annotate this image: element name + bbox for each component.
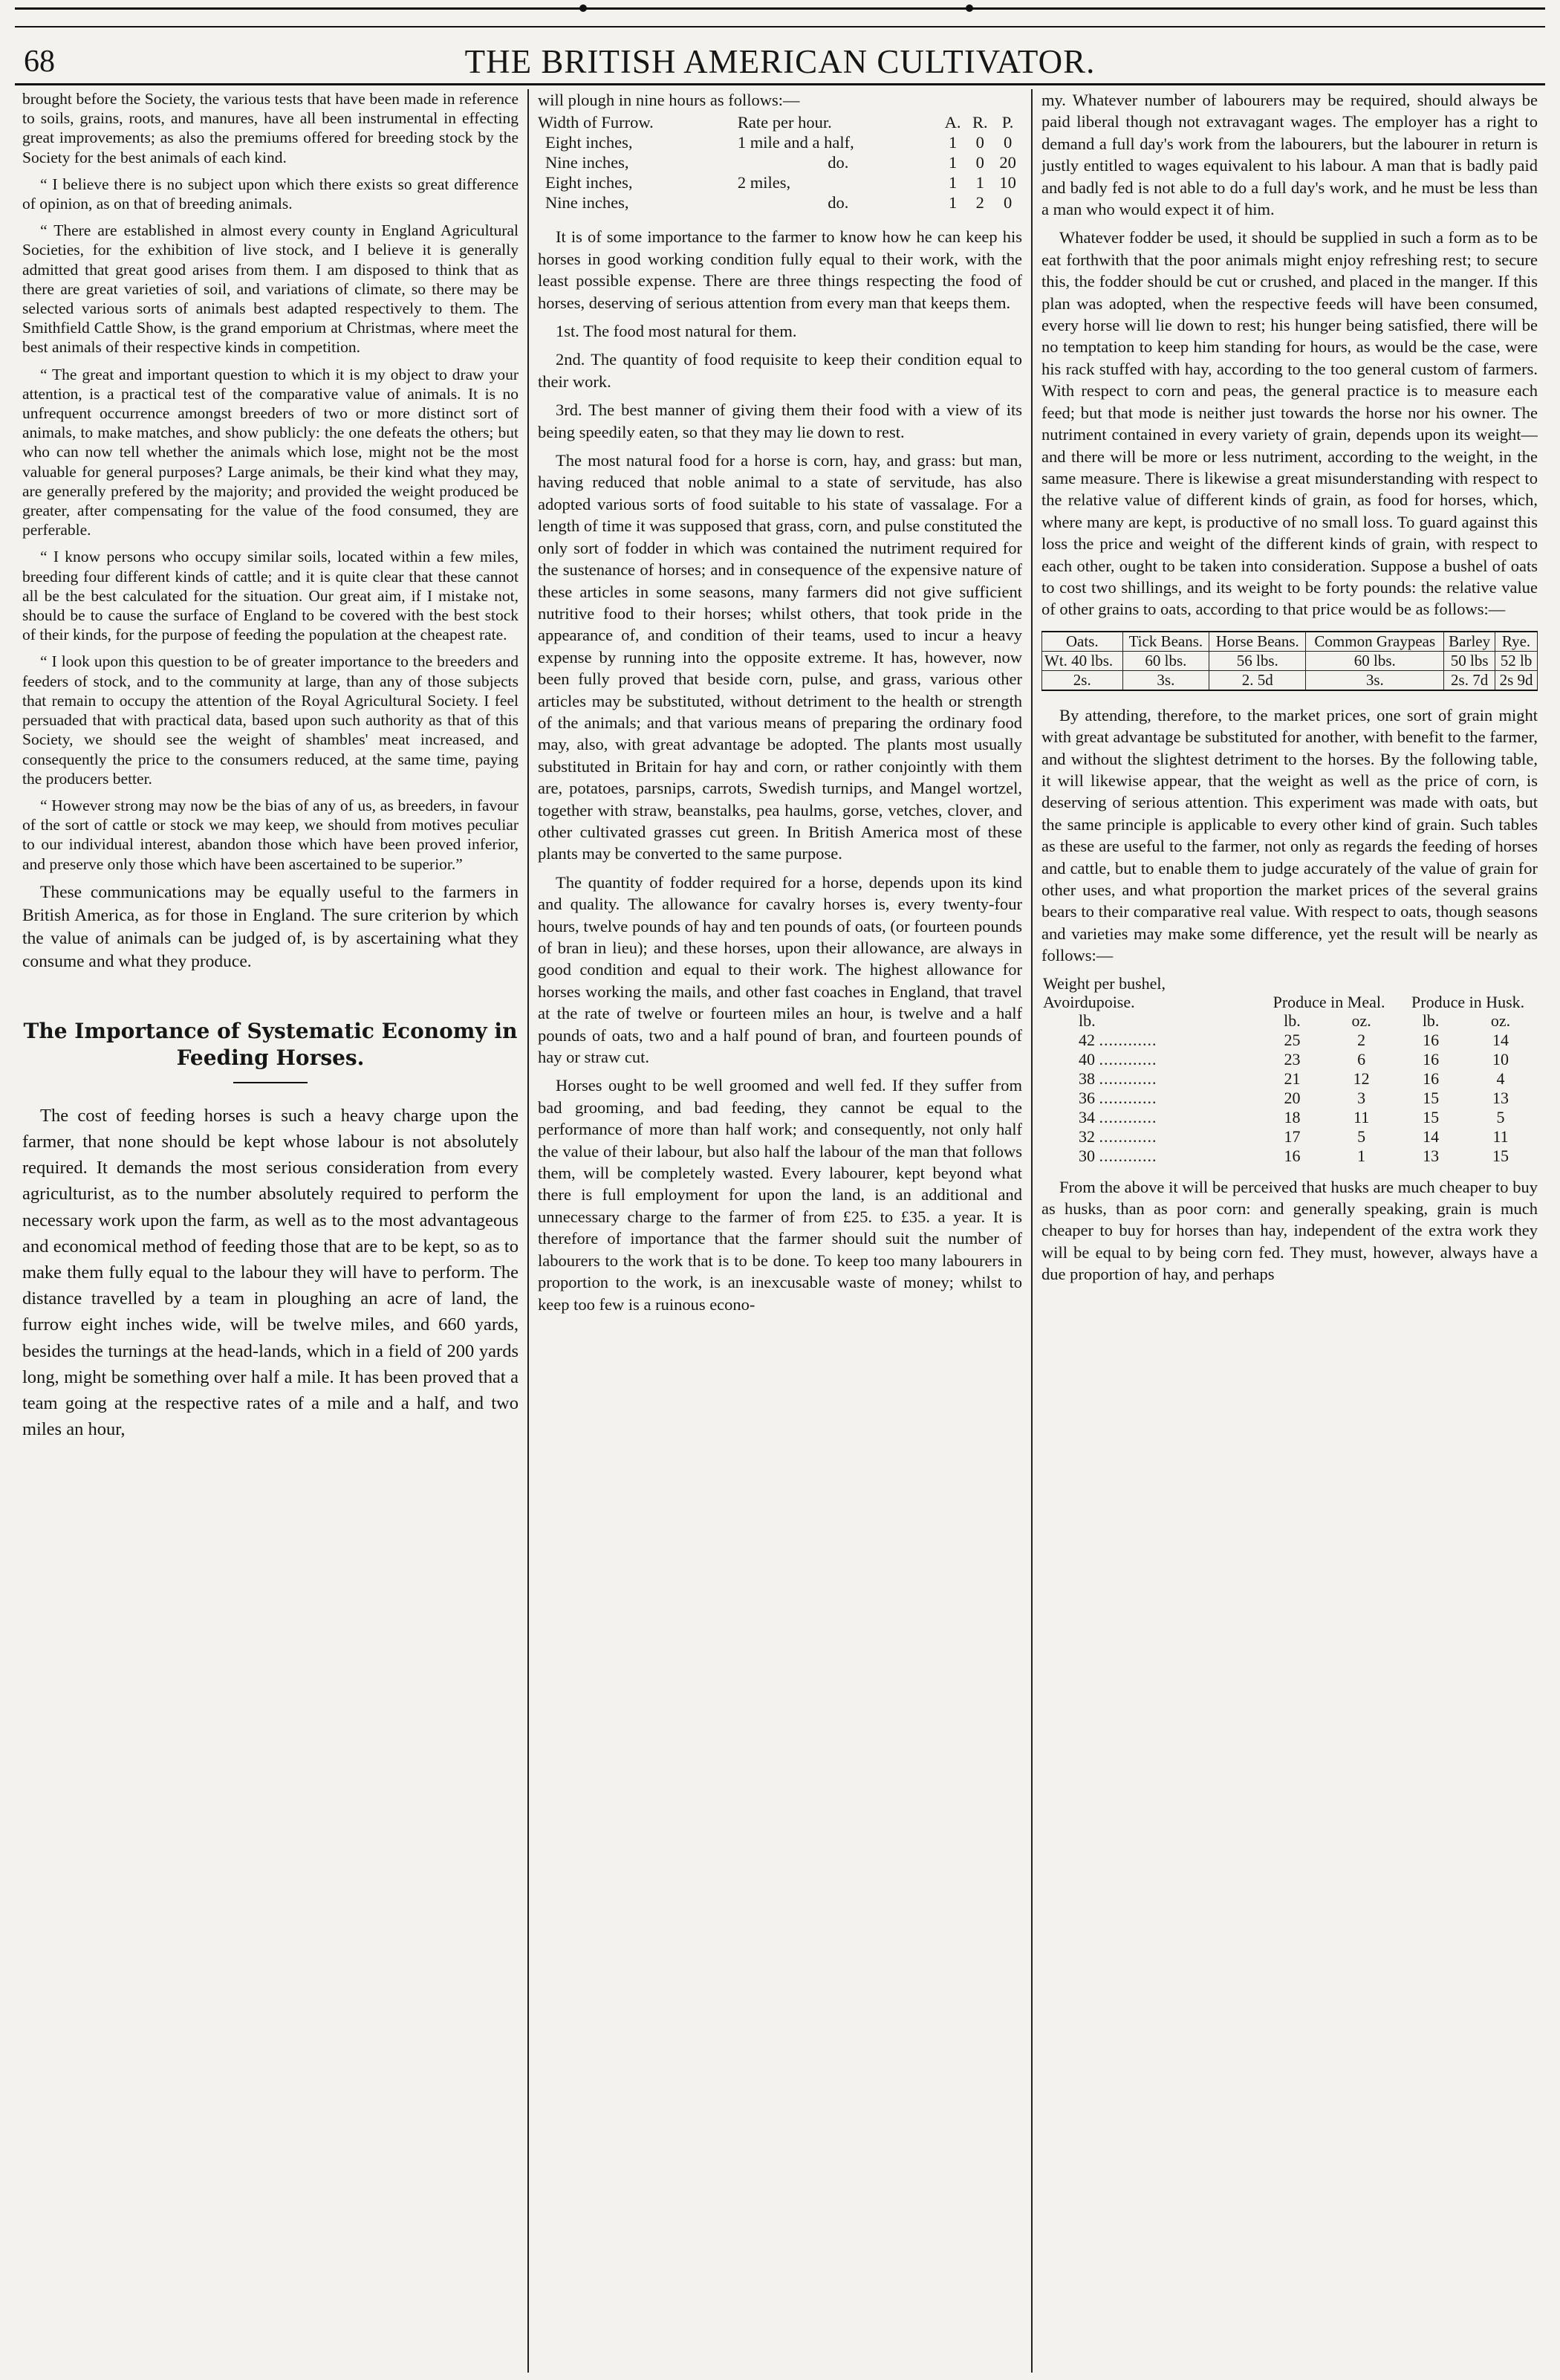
table-cell: [1041, 1069, 1260, 1089]
table-cell: 1: [1357, 1146, 1366, 1165]
table-cell: [1041, 1147, 1260, 1166]
paragraph: From the above it will be perceived that husks are much cheaper to buy as husks, than as poor corn: and generally speaking, grain is much cheaper to buy for horses than hay, independent of the extra work they will be equal to by being corn fed. They must, however, always have a due proportion of hay, and perhaps: [1041, 1177, 1538, 1284]
article-paragraph: The cost of feeding horses is such a heavy charge upon the farmer, that none should be kept whose labour is not absolutely required. It demands the most serious consideration from every agriculturist, as to the number absolutely required to perform the necessary work upon the farm, as well as to the most advantageous and economical method of feeding those that are to be kept, so as to make them fully equal to the labour they will have to perform. The distance travelled by a team in ploughing an acre of land, the furrow eight inches wide, will be twelve miles, and 660 yards, besides the turnings at the head-lands, which in a field of 200 yards long, might be something over half a mile. It has been proved that a team going at the respective rates of a mile and a half, and two miles an hour,: [22, 1105, 519, 1440]
grain-price-table: [1041, 631, 1538, 691]
table-cell: 1: [975, 173, 984, 192]
article-title: The Importance of Systematic Economy in Feeding Horses.: [23, 1018, 518, 1070]
table-cell: 10: [999, 173, 1016, 192]
table-cell: 2. 5d: [1209, 670, 1306, 690]
weight-value: 38: [1079, 1069, 1095, 1088]
table-header: A.: [944, 113, 961, 132]
table-row: [1041, 1069, 1538, 1089]
table-cell: do.: [828, 153, 849, 172]
table-cell: 20: [999, 153, 1016, 172]
column-3: [1033, 89, 1538, 2373]
table-cell: 16: [1284, 1146, 1301, 1165]
table-cell: Eight inches,: [545, 133, 633, 152]
table-cell: 25: [1284, 1030, 1301, 1049]
dot-leader: ............: [1099, 1049, 1157, 1069]
table-cell: [1041, 1108, 1260, 1127]
table-cell: 0: [1003, 193, 1013, 213]
table-cell: 1: [948, 193, 958, 213]
table-cell: 2: [1357, 1030, 1366, 1049]
paragraph: “ The great and important question to which it is my object to draw your attention, is a practical test of the comparative value of animals. It is no unfrequent occurrence amongst breeders of two or more distinct sort of animals, to make matches, and show publicly: the one defeats the others; but who can now tell whether the animals which lose, might not be the most valuable for general purposes? Large animals, be their kind what they may, are generally prefered by the majority; and provided the weight produced be greater, after compensating for the value of the food consumed, they are perferable.: [22, 365, 519, 539]
table-row: [538, 152, 1022, 172]
dot-leader: ............: [1099, 1107, 1157, 1126]
table-cell: 0: [975, 133, 984, 152]
table-cell: 1: [948, 133, 958, 152]
paragraph: 1st. The food most natural for them.: [556, 322, 797, 341]
table-header: P.: [1001, 113, 1014, 132]
table-cell: 6: [1357, 1049, 1366, 1069]
paragraph: The quantity of fodder required for a horse, depends upon its kind and quality. The allowance for cavalry horses is, every twenty-four hours, twelve pounds of hay and ten pounds of oats, (or fourteen pounds of bran in lieu); and these horses, upon their allowance, are always in good condition and equal to their work. The highest allowance for horses working the mails, and other fast coaches in England, that travel at the rate of twelve or fourteen miles an hour, is twelve and a half pounds of oats, two and a half pound of bran, and fourteen pounds of hay or straw cut.: [538, 872, 1022, 1067]
table-row: [538, 172, 1022, 192]
table-cell: 15: [1492, 1146, 1509, 1165]
table-cell: 14: [1492, 1030, 1509, 1049]
table-cell: 2: [975, 193, 984, 213]
table-cell: 56 lbs.: [1209, 651, 1306, 670]
table-header: Rate per hour.: [737, 113, 832, 132]
table-cell: 17: [1284, 1126, 1301, 1146]
table-cell: 1: [948, 153, 958, 172]
table-cell: Wt. 40 lbs.: [1042, 651, 1123, 670]
table-header: Weight per bushel, Avoirdupoise.: [1043, 973, 1166, 1011]
paragraph: “ However strong may now be the bias of any of us, as breeders, in favour of the sort of cattle or stock we may keep, we should from motives peculiar to our individual interest, abandon those which have been proved inferior, and preserve only those which have been ascertained to be superior.”: [22, 796, 519, 873]
table-cell: 3: [1357, 1088, 1366, 1107]
table-cell: 11: [1353, 1107, 1370, 1126]
table-cell: 5: [1357, 1126, 1366, 1146]
column-1: [22, 89, 527, 2373]
table-cell: 15: [1423, 1088, 1440, 1107]
paragraph: Horses ought to be well groomed and well fed. If they suffer from bad grooming, and bad feeding, they cannot be equal to the performance of more than half work; and consequently, not only half the value of their labour, but also half the labour of the man that follows them, will be completely wasted. Every labourer, kept beyond what there is full employment for upon the land, is an additional and unnecessary charge to the farmer of from £25. to £35. a year. It is therefore of importance that the farmer should suit the number of labourers to the work that is to be done. To keep too many labourers in proportion to the work, is an inexcusable waste of money; whilst to keep too few is a ruinous econo-: [538, 1076, 1022, 1314]
weight-value: 32: [1079, 1126, 1095, 1146]
table-cell: 18: [1284, 1107, 1301, 1126]
table-header: Rye.: [1495, 632, 1538, 652]
table-header: Barley: [1444, 632, 1495, 652]
table-row: [1041, 1031, 1538, 1050]
table-row: [1041, 1147, 1538, 1166]
top-ornament: [579, 4, 981, 15]
table-cell: 1 mile and a half,: [737, 133, 854, 152]
table-row: [1041, 1050, 1538, 1069]
paragraph: 3rd. The best manner of giving them their food with a view of its being speedily eaten, so that they may lie down to rest.: [538, 401, 1022, 441]
table-cell: 11: [1492, 1126, 1509, 1146]
table-cell: 5: [1496, 1107, 1505, 1126]
unit-label: oz.: [1351, 1011, 1371, 1030]
weight-value: 42: [1079, 1030, 1095, 1049]
table-row: [1041, 1089, 1538, 1108]
table-cell: 0: [975, 153, 984, 172]
table-header: Width of Furrow.: [538, 113, 654, 132]
paragraph: “ I look upon this question to be of greater importance to the breeders and feeders of stock, and to the community at large, than any of those subjects that remain to occupy the attention of the Royal Agricultural Society. I feel persuaded that with practical data, based upon such authority as that of this Society, we should see the weight of shambles' meat increased, and consequently the price to the consumers reduced, at the same time, paying the producers better.: [22, 652, 519, 788]
table-cell: 1: [948, 173, 958, 192]
paragraph: will plough in nine hours as follows:—: [538, 91, 800, 109]
table-cell: 16: [1423, 1069, 1440, 1088]
title-rule: [233, 1082, 308, 1083]
closing-paragraph: These communications may be equally useful to the farmers in British America, as for those in England. The sure criterion by which the value of animals can be judged of, is by ascertaining what they consume and what they produce.: [22, 882, 519, 971]
table-cell: 60 lbs.: [1122, 651, 1209, 670]
paragraph: Whatever fodder be used, it should be supplied in such a form as to be eat forthwith that the poor animals might enjoy refreshing rest; to secure this, the fodder should be cut or crushed, and placed in the manger. If this plan was adopted, when the respective feeds will have been consumed, every horse will lie down to rest; his hunger being satisfied, there will be no temptation to keep him standing for hours, as would be the case, were his rack stuffed with hay, according to the too general custom of farmers. With respect to corn and peas, the general practice is to measure each feed; but that mode is neither just towards the horse nor his owner. The nutriment contained in every variety of grain, depends upon its weight—and there will be more or less nutriment, according to the weight, in the same measure. There is likewise a great misunderstanding with respect to the relative value of different kinds of grain, as food for horses, which, where many are kept, is productive of no small loss. To guard against this loss the price and weight of the different kinds of grain, with respect to each other, ought to be taken into consideration. Suppose a bushel of oats to cost two shillings, and its weight to be forty pounds: the relative value of other grains to oats, according to that price would be as follows:—: [1041, 228, 1538, 619]
table-cell: 2s 9d: [1495, 670, 1538, 690]
table-cell: 2s.: [1042, 670, 1123, 690]
table-cell: 16: [1423, 1030, 1440, 1049]
table-row: [538, 132, 1022, 152]
table-cell: 15: [1423, 1107, 1440, 1126]
table-header-row: [1042, 632, 1538, 652]
table-units-row: [1041, 1011, 1538, 1031]
table-cell: 21: [1284, 1069, 1301, 1088]
table-cell: Nine inches,: [545, 153, 629, 172]
header-rule: [15, 83, 1545, 85]
table-cell: 2s. 7d: [1444, 670, 1495, 690]
paragraph: 2nd. The quantity of food requisite to keep their condition equal to their work.: [538, 350, 1022, 391]
paragraph: brought before the Society, the various tests that have been made in reference to soils, grains, roots, and manures, have all been instrumental in effecting great improvements; as also the premiums offered for breeding stock by the Society for the best animals of each kind.: [22, 90, 519, 166]
table-header: Produce in Husk.: [1411, 992, 1525, 1011]
paragraph: “ There are established in almost every county in England Agricultural Societies, for the exhibition of live stock, and I believe it is generally admitted that great good arises from them. I am disposed to think that as there are great varieties of soil, and variations of climate, so there may be selected various sorts of animals best adapted respectively to them. The Smithfield Cattle Show, is the grand emporium at Christmas, where meet the best animals of their respective kinds in competition.: [22, 221, 519, 357]
table-cell: 13: [1492, 1088, 1509, 1107]
paragraph: “ I believe there is no subject upon which there exists so great difference of opinion, as on that of breeding animals.: [22, 175, 519, 213]
ploughing-table: [538, 112, 1022, 213]
column-2: [527, 89, 1033, 2373]
unit-label: oz.: [1490, 1011, 1511, 1030]
newspaper-title: THE BRITISH AMERICAN CULTIVATOR.: [464, 43, 1096, 80]
oats-produce-table: [1041, 974, 1538, 1166]
table-cell: [1041, 1031, 1260, 1050]
table-cell: 3s.: [1306, 670, 1444, 690]
table-cell: [1041, 1050, 1260, 1069]
table-header-row: [1041, 974, 1538, 1011]
table-header: R.: [972, 113, 988, 132]
table-row: [1042, 670, 1538, 690]
table-cell: do.: [828, 193, 849, 213]
unit-label: lb.: [1284, 1011, 1301, 1030]
table-cell: 12: [1353, 1069, 1370, 1088]
table-header: Produce in Meal.: [1273, 992, 1385, 1011]
unit-label: lb.: [1079, 1011, 1096, 1030]
table-cell: 10: [1492, 1049, 1509, 1069]
table-cell: 3s.: [1122, 670, 1209, 690]
table-header: Tick Beans.: [1122, 632, 1209, 652]
table-cell: 50 lbs: [1444, 651, 1495, 670]
table-row: [1041, 1127, 1538, 1147]
weight-value: 30: [1079, 1146, 1095, 1165]
weight-value: 34: [1079, 1107, 1095, 1126]
paragraph: It is of some importance to the farmer to know how he can keep his horses in good working condition fully equal to their work, with the least possible expense. There are three things respecting the food of horses, deserving of serious attention from every man that keeps them.: [538, 227, 1022, 312]
page-header: [15, 45, 1545, 79]
table-header: Horse Beans.: [1209, 632, 1306, 652]
table-cell: 20: [1284, 1088, 1301, 1107]
table-cell: 2 miles,: [737, 173, 791, 192]
table-cell: 60 lbs.: [1306, 651, 1444, 670]
table-cell: Nine inches,: [545, 193, 629, 213]
dot-leader: ............: [1099, 1146, 1157, 1165]
paragraph: The most natural food for a horse is corn, hay, and grass: but man, having reduced that noble animal to a state of servitude, has also adopted various sorts of food suitable to his state of vassalage. For a length of time it was supposed that grass, corn, and pulse constituted the only sort of fodder in which was contained the nutriment required for the sustenance of horses; and in consequence of the expensive nature of these articles in some seasons, many farmers did not give sufficient nutritive food to their horses; whilst others, that took pride in the appearance of, and condition of their teams, used to incur a heavy expense by running into the opposite extreme. It has, however, now been fully proved that beside corn, pulse, and grass, various other articles may be substituted, without detriment to the health or strength of the animals; and that various means of preparing the ordinary food may, also, with great advantage be adopted. The plants most usually substituted in Britain for hay and corn, or rather conjointly with them are, potatoes, parsnips, carrots, Swedish turnips, and Mangel wortzel, together with straw, beanstalks, pea haulms, gorse, vetches, clover, and other cultivated grasses cut green. In British America most of these plants may be converted to the same purpose.: [538, 451, 1022, 863]
table-cell: [1041, 1127, 1260, 1147]
weight-value: 40: [1079, 1049, 1095, 1069]
table-cell: 4: [1496, 1069, 1505, 1088]
paragraph: By attending, therefore, to the market prices, one sort of grain might with great advantage be substituted for another, with benefit to the farmer, and without the slightest detriment to the horses. By the following table, it will likewise appear, that the weight as well as the price of corn, is deserving of serious attention. This experiment was made with oats, but the same principle is applicable to every other kind of grain. Such tables as these are useful to the farmer, not only as regards the feeding of horses and cattle, but to enable them to judge accurately of the value of grain for other uses, and what proportion the market prices of the several grains bears to their comparative real value. With respect to oats, though seasons and varieties may make some difference, yet the result will be nearly as follows:—: [1041, 705, 1538, 965]
unit-label: lb.: [1422, 1011, 1440, 1030]
dot-leader: ............: [1099, 1126, 1157, 1146]
table-row: [538, 192, 1022, 213]
paragraph: “ I know persons who occupy similar soils, located within a few miles, breeding four different kinds of cattle; and it is quite clear that these cannot all be the best calculated for the situation. Our great aim, if I mistake not, should be to cause the surface of England to be covered with the best stock of their kinds, for the purpose of feeding the population at the cheapest rate.: [22, 548, 519, 644]
paragraph: my. Whatever number of labourers may be required, should always be paid liberal though not extravagant wages. The employer has a right to demand a full day's work from the labourers, but the labourer in return is justly entitled to wages equivalent to his labour. A man that is badly paid and badly fed is not able to do a full day's work, and he must be less than a man who would expect it of him.: [1041, 91, 1538, 219]
table-row: [1042, 651, 1538, 670]
weight-value: 36: [1079, 1088, 1095, 1107]
table-cell: 52 lb: [1495, 651, 1538, 670]
table-cell: 16: [1423, 1049, 1440, 1069]
page-number: 68: [24, 45, 55, 79]
table-row: [1041, 1108, 1538, 1127]
table-cell: 13: [1423, 1146, 1440, 1165]
table-header: Oats.: [1042, 632, 1123, 652]
table-cell: 14: [1423, 1126, 1440, 1146]
table-cell: [1041, 1089, 1260, 1108]
table-cell: 0: [1003, 133, 1013, 152]
table-cell: Eight inches,: [545, 173, 633, 192]
table-cell: 23: [1284, 1049, 1301, 1069]
dot-leader: ............: [1099, 1069, 1157, 1088]
columns: [22, 89, 1538, 2373]
table-header: Common Graypeas: [1306, 632, 1444, 652]
dot-leader: ............: [1099, 1030, 1157, 1049]
table-header-row: [538, 112, 1022, 132]
dot-leader: ............: [1099, 1088, 1157, 1107]
